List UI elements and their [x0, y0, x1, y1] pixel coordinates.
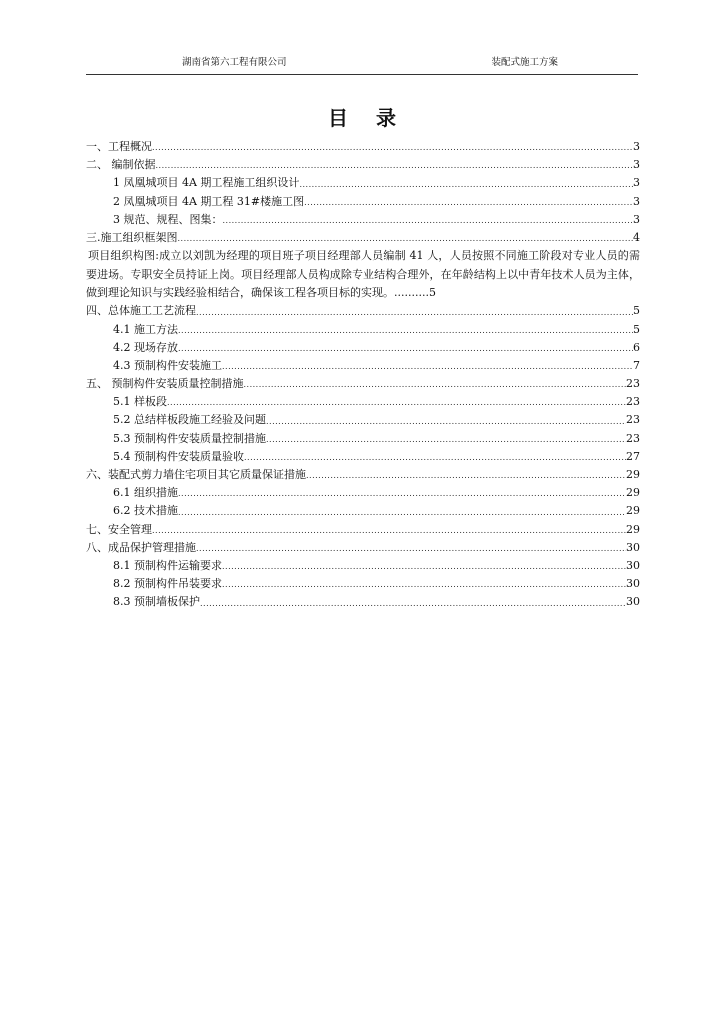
toc-entry-label: 1 凤凰城项目 4A 期工程施工组织设计: [113, 176, 300, 190]
toc-leader-dots: [200, 596, 626, 612]
toc-entry[interactable]: [86, 575, 640, 593]
toc-entry[interactable]: [86, 375, 640, 393]
toc-entry-label: 6.2 技术措施: [113, 504, 178, 518]
toc-entry[interactable]: [86, 302, 640, 320]
toc-entry[interactable]: [86, 502, 640, 520]
toc-entry[interactable]: [86, 448, 640, 466]
toc-entry[interactable]: [86, 174, 640, 192]
toc-leader-dots: [266, 414, 626, 430]
toc-paragraph-entry[interactable]: [86, 247, 640, 302]
toc-leader-dots: [156, 158, 634, 174]
toc-leader-dots: [152, 140, 633, 156]
toc-leader-dots: [167, 395, 626, 411]
toc-entry[interactable]: [86, 430, 640, 448]
toc-entry-page: 23: [626, 395, 640, 409]
toc-entry[interactable]: [86, 484, 640, 502]
toc-entry-page: 7: [633, 358, 640, 372]
toc-leader-dots: [223, 213, 634, 229]
toc-leader-dots: [306, 468, 626, 484]
toc-entry-page: 29: [626, 468, 640, 482]
toc-entry[interactable]: [86, 156, 640, 174]
toc-entry-page: 3: [633, 139, 640, 153]
toc-entry-page: 29: [626, 486, 640, 500]
toc-entry-page: 3: [633, 158, 640, 172]
toc-entry-page: 3: [633, 176, 640, 190]
toc-entry[interactable]: [86, 521, 640, 539]
toc-entry[interactable]: [86, 211, 640, 229]
toc-leader-dots: [196, 305, 633, 321]
toc-entry[interactable]: [86, 339, 640, 357]
toc-leader-dots: [222, 559, 626, 575]
toc-entry-page: 23: [626, 377, 640, 391]
toc-entry-page: 29: [626, 504, 640, 518]
toc-entry-page: 23: [626, 413, 640, 427]
page-header: [86, 50, 638, 75]
toc-entry-label: 八、成品保护管理措施: [86, 540, 196, 554]
toc-leader-dots: [244, 377, 627, 393]
toc-leader-dots: [152, 523, 626, 539]
toc-entry[interactable]: [86, 321, 640, 339]
toc-entry-page: 30: [626, 595, 640, 609]
toc-entry-label: 七、安全管理: [86, 522, 152, 536]
toc-entry-page: 27: [626, 449, 640, 463]
toc-entry-label: 8.1 预制构件运输要求: [113, 558, 222, 572]
table-of-contents: [86, 138, 640, 612]
toc-leader-dots: [304, 195, 633, 211]
toc-paragraph-page: 5: [428, 285, 436, 299]
toc-leader-dots: [299, 177, 633, 193]
toc-entry[interactable]: [86, 539, 640, 557]
toc-leader-dots: [222, 359, 633, 375]
toc-section-before: [86, 138, 640, 247]
toc-entry-page: 4: [633, 230, 640, 244]
toc-entry-label: 2 凤凰城项目 4A 期工程 31#楼施工图: [113, 194, 305, 208]
toc-entry[interactable]: [86, 393, 640, 411]
toc-entry[interactable]: [86, 357, 640, 375]
toc-title: 目录: [328, 106, 424, 130]
toc-entry[interactable]: [86, 193, 640, 211]
toc-paragraph-text: 项目组织构图:成立以刘凯为经理的项目班子项目经理部人员编制 41 人，人员按照不同施工阶段对专业人员的需要进场。专职安全员持证上岗。项目经理部人员构成除专业结构合理外，在年龄结构上以中青年技术人员为主体，做到理论知识与实践经验相结合，确保该工程各项目标的实现。: [86, 249, 640, 299]
toc-entry-page: 30: [626, 540, 640, 554]
header-doc-title: 装配式施工方案: [491, 57, 558, 68]
toc-leader-dots: [178, 486, 626, 502]
toc-entry-label: 5.1 样板段: [113, 395, 167, 409]
toc-entry-label: 三.施工组织框架图: [86, 230, 178, 244]
toc-entry-label: 3 规范、规程、图集：: [113, 212, 223, 226]
toc-paragraph-dots: ..........: [394, 285, 429, 299]
toc-entry-label: 5.4 预制构件安装质量验收: [113, 449, 244, 463]
toc-entry-label: 4.2 现场存放: [113, 340, 178, 354]
toc-entry-page: 6: [633, 340, 640, 354]
toc-entry[interactable]: [86, 229, 640, 247]
toc-entry-page: 30: [626, 577, 640, 591]
toc-entry[interactable]: [86, 138, 640, 156]
toc-entry-label: 4.3 预制构件安装施工: [113, 358, 222, 372]
toc-entry-page: 30: [626, 558, 640, 572]
toc-entry-label: 5.3 预制构件安装质量控制措施: [113, 431, 266, 445]
toc-entry-label: 四、总体施工工艺流程: [86, 304, 196, 318]
toc-entry-label: 二、 编制依据: [86, 158, 156, 172]
toc-leader-dots: [178, 231, 634, 247]
toc-leader-dots: [178, 341, 633, 357]
toc-entry-page: 5: [633, 322, 640, 336]
toc-entry-label: 8.2 预制构件吊装要求: [113, 577, 222, 591]
toc-entry-page: 23: [626, 431, 640, 445]
toc-leader-dots: [266, 432, 626, 448]
header-company: 湖南省第六工程有限公司: [182, 57, 287, 68]
toc-entry-label: 六、装配式剪力墙住宅项目其它质量保证措施: [86, 468, 306, 482]
toc-entry-label: 一、工程概况: [86, 139, 152, 153]
toc-leader-dots: [196, 541, 626, 557]
toc-entry[interactable]: [86, 466, 640, 484]
toc-leader-dots: [222, 577, 626, 593]
toc-entry[interactable]: [86, 593, 640, 611]
toc-entry-label: 6.1 组织措施: [113, 486, 178, 500]
toc-entry-page: 3: [633, 194, 640, 208]
toc-entry[interactable]: [86, 411, 640, 429]
toc-leader-dots: [178, 505, 626, 521]
toc-entry-label: 8.3 预制墙板保护: [113, 595, 200, 609]
toc-entry-page: 29: [626, 522, 640, 536]
toc-entry-page: 3: [633, 212, 640, 226]
toc-entry-label: 4.1 施工方法: [113, 322, 178, 336]
toc-section-after: [86, 302, 640, 611]
toc-entry-page: 5: [633, 304, 640, 318]
toc-entry-label: 五、 预制构件安装质量控制措施: [86, 377, 244, 391]
toc-entry[interactable]: [86, 557, 640, 575]
toc-leader-dots: [244, 450, 626, 466]
toc-leader-dots: [178, 323, 633, 339]
toc-entry-label: 5.2 总结样板段施工经验及问题: [113, 413, 266, 427]
